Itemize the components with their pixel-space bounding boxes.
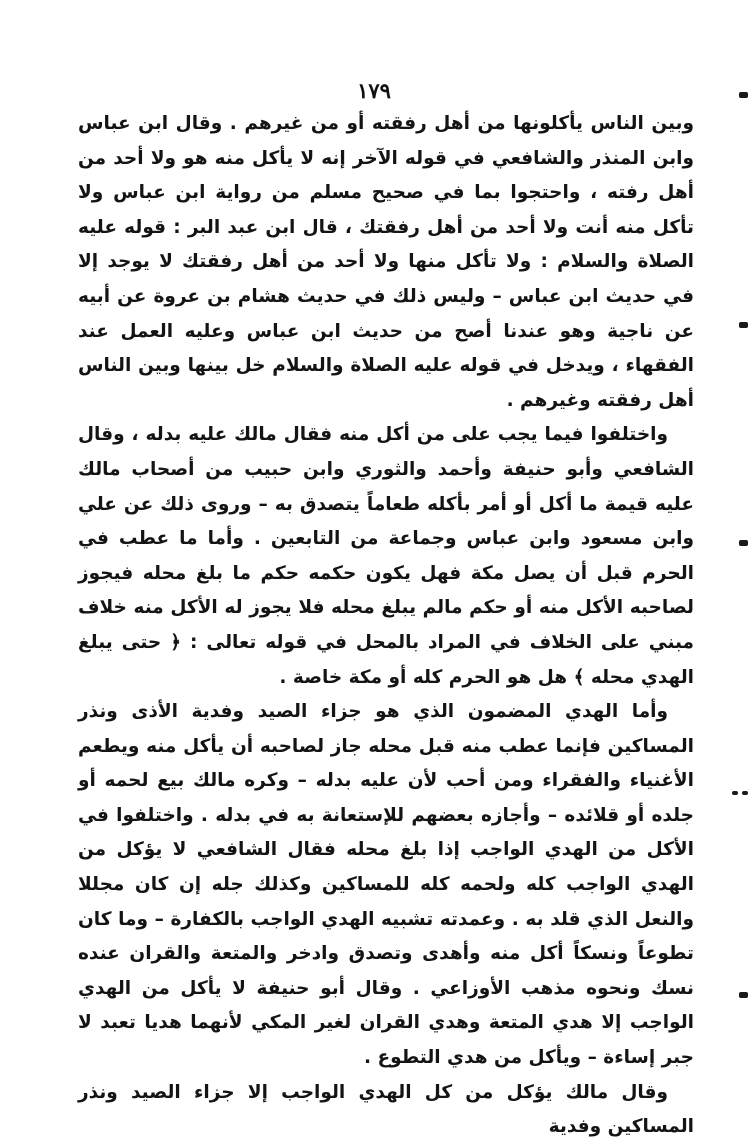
paragraph-2: واختلفوا فيما يجب على من أكل منه فقال مالك عليه بدله ، وقال الشافعي وأبو حنيفة وأحمد والثوري وابن حبيب من أصحاب مالك عليه قيمة ما أكل أو أمر بأكله طعاماً يتصدق به – وروى ذلك عن علي وابن مسعود وابن عباس وجماعة من التابعين . وأما ما عطب في الحرم قبل أن يصل مكة فهل يكون حكمه حكم ما بلغ محله فيجوز لصاحبه الأكل منه أو حكم مالم يبلغ محله فلا يجوز له الأكل منه خلاف مبني على الخلاف في المراد بالمحل في قوله تعالى : ﴿ حتى يبلغ الهدي محله ﴾ هل هو الحرم كله أو مكة خاصة .: [78, 424, 694, 688]
paragraph-4: وقال مالك يؤكل من كل الهدي الواجب إلا جزاء الصيد ونذر المساكين وفدية: [78, 1081, 694, 1138]
paragraph-3: وأما الهدي المضمون الذي هو جزاء الصيد وفدية الأذى ونذر المساكين فإنما عطب منه قبل محله جاز لصاحبه أن يأكل منه ويطعم الأغنياء والفقراء ومن أحب لأن عليه بدله – وكره مالك بيع لحمه أو جلده أو قلائده – وأجازه بعضهم للإستعانة به في بدله . واختلفوا في الأكل من الهدي الواجب إذا بلغ محله فقال الشافعي لا يؤكل من الهدي الواجب كله ولحمه كله للمساكين وكذلك جله إن كان مجللا والنعل الذي قلد به . وعمدته تشبيه الهدي الواجب بالكفارة – وما كان تطوعاً ونسكاً أكل منه وأهدى وتصدق وادخر والمتعة والقران عنده نسك ونحوه مذهب الأوزاعي . وقال أبو حنيفة لا يأكل من الهدي الواجب إلا هدي المتعة وهدي القران لغير المكي لأنهما هديا تعبد لا جبر إساءة – ويأكل من هدي التطوع .: [78, 701, 694, 1069]
page-body-text: [78, 107, 694, 1145]
scan-edge-mark: [739, 540, 748, 546]
scan-edge-mark: [742, 791, 748, 795]
scan-edge-mark: [739, 322, 748, 328]
scan-edge-mark: [739, 92, 748, 98]
paragraph-1: وبين الناس يأكلونها من أهل رفقته أو من غيرهم . وقال ابن عباس وابن المنذر والشافعي في قوله الآخر إنه لا يأكل منه هو ولا أحد من أهل رفته ، واحتجوا بما في صحيح مسلم من رواية ابن عباس ولا تأكل منه أنت ولا أحد من أهل رفقتك ، قال ابن عبد البر : قوله عليه الصلاة والسلام : ولا تأكل منها ولا أحد من أهل رفقتك لا يوجد إلا في حديث ابن عباس – وليس ذلك في حديث هشام بن عروة عن أبيه عن ناجية وهو عندنا أصح من حديث ابن عباس وعليه العمل عند الفقهاء ، ويدخل في قوله عليه الصلاة والسلام خل بينها وبين الناس أهل رفقته وغيرهم .: [78, 113, 694, 411]
page-number: ١٧٩: [357, 78, 391, 103]
scan-edge-mark: [732, 791, 738, 795]
scan-edge-mark: [739, 992, 748, 998]
